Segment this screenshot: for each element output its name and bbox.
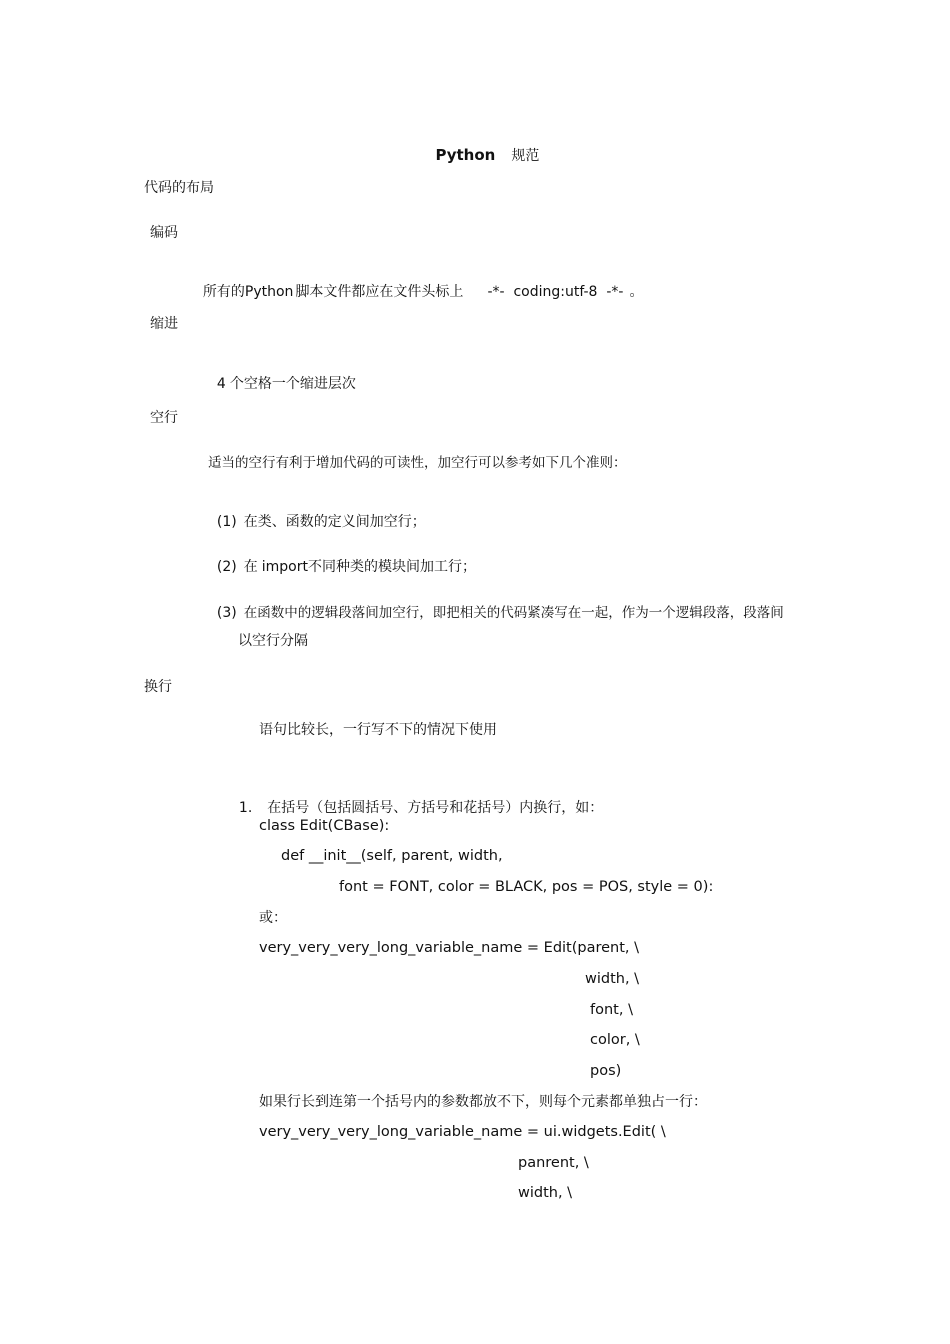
code1-line-2: def __init__(self, parent, width,: [281, 848, 503, 864]
code2-line-5: pos): [590, 1063, 622, 1079]
wrap-item-1-text: 在括号（包括圆括号、方括号和花括号）内换行，如：: [267, 800, 604, 816]
encoding-text-end: 。: [629, 284, 644, 300]
blank-item-2-pre: 在: [243, 559, 258, 575]
wrap-item-1: [230, 787, 603, 815]
title-en: Python: [435, 146, 496, 164]
code3-line-1: very_very_very_long_variable_name = ui.widgets.Edit( \: [259, 1124, 666, 1140]
encoding-text-pre: 所有的: [202, 284, 245, 300]
code2-line-3: font, \: [590, 1002, 633, 1018]
blank-item-2-num: (2): [216, 559, 237, 575]
subheading-indent: 缩进: [150, 316, 178, 332]
code2-line-4: color, \: [590, 1032, 640, 1048]
indent-text: 个空格一个缩进层次: [229, 376, 356, 392]
encoding-code: -*- coding:utf-8 -*-: [487, 284, 624, 300]
wrap-intro: 语句比较长，一行写不下的情况下使用: [259, 722, 497, 738]
wrap-note: 如果行长到连第一个括号内的参数都放不下，则每个元素都单独占一行：: [259, 1094, 707, 1110]
section-heading-wrap: 换行: [144, 679, 172, 695]
encoding-text-python: Python: [244, 284, 294, 300]
code3-line-2: panrent, \: [518, 1155, 589, 1171]
title-cn: 规范: [511, 148, 540, 164]
encoding-text-mid: 脚本文件都应在文件头标上: [295, 284, 464, 300]
code1-line-3: font = FONT, color = BLACK, pos = POS, style = 0):: [339, 879, 714, 895]
subheading-encoding: 编码: [150, 225, 178, 241]
blank-item-3: [208, 592, 784, 621]
blank-item-2-kw: import: [261, 559, 308, 575]
or-label: 或：: [259, 910, 287, 926]
blank-item-3-num: (3): [216, 605, 237, 621]
blank-item-1: [208, 501, 426, 529]
blank-item-3-cont: 以空行分隔: [238, 633, 308, 649]
encoding-paragraph: [194, 271, 643, 299]
code1-line-1: class Edit(CBase):: [259, 818, 390, 834]
blank-intro: 适当的空行有利于增加代码的可读性，加空行可以参考如下几个准则：: [208, 455, 627, 471]
subheading-blank-lines: 空行: [150, 410, 178, 426]
blank-item-3-text: 在函数中的逻辑段落间加空行，即把相关的代码紧凑写在一起，作为一个逻辑段落，段落间: [243, 605, 784, 621]
code2-line-2: width, \: [585, 971, 640, 987]
indent-num: 4: [216, 376, 226, 392]
page-title: [425, 133, 539, 163]
code2-line-1: very_very_very_long_variable_name = Edit(parent, \: [259, 940, 640, 956]
blank-item-1-num: (1): [216, 514, 237, 530]
blank-item-2-text: 不同种类的模块间加工行；: [307, 559, 476, 575]
indent-paragraph: [208, 363, 356, 391]
section-heading-layout: 代码的布局: [144, 180, 214, 196]
blank-item-2: [208, 546, 476, 574]
code3-line-3: width, \: [518, 1185, 573, 1201]
wrap-item-1-num: 1.: [238, 800, 253, 816]
blank-item-1-text: 在类、函数的定义间加空行；: [243, 514, 426, 530]
